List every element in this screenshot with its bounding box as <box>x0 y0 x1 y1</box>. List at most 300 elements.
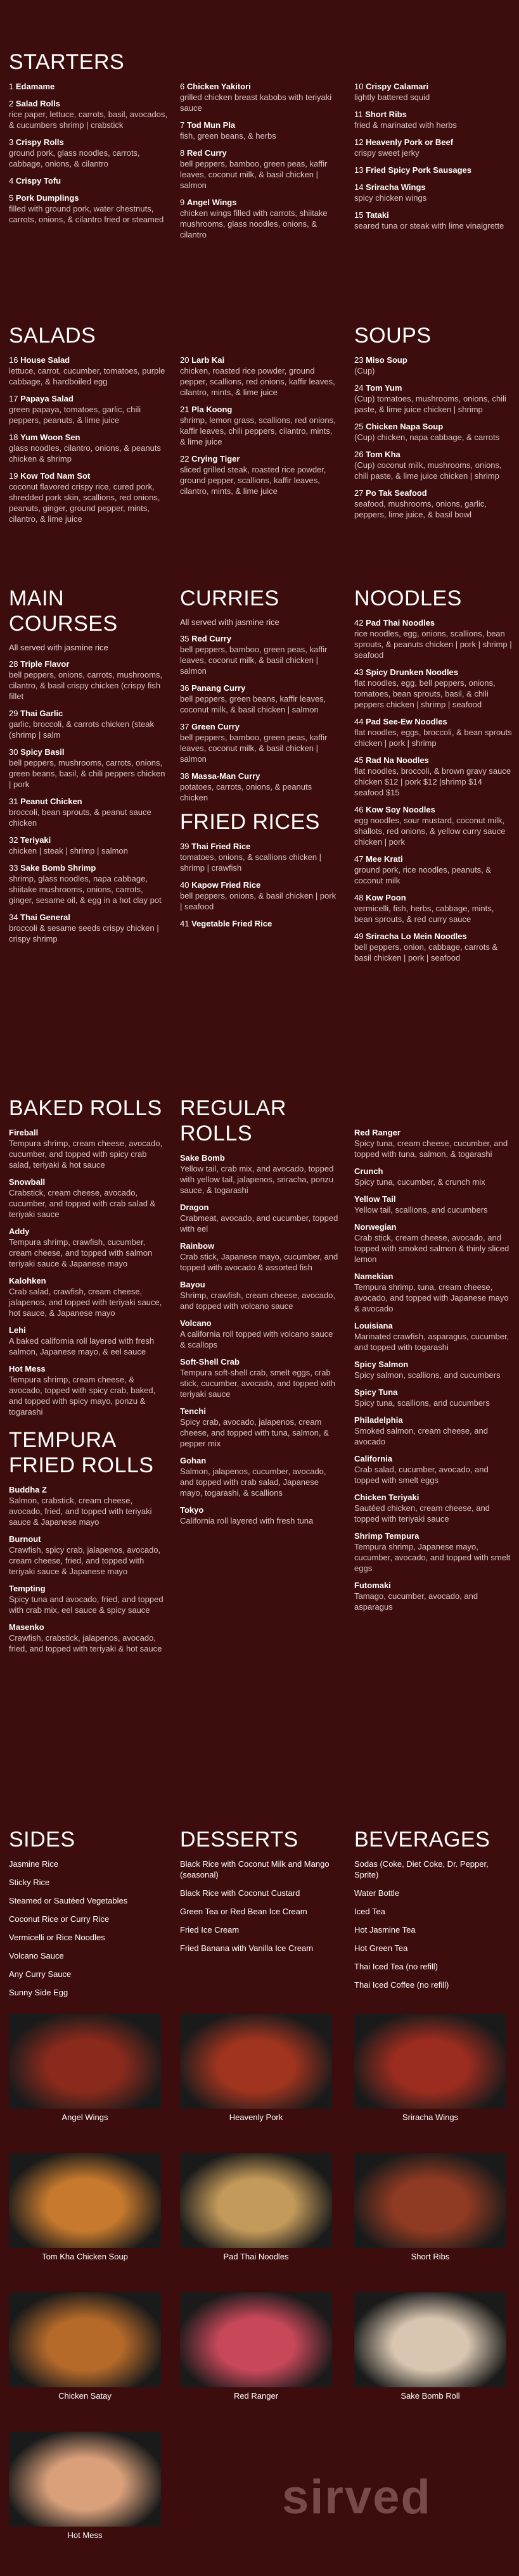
menu-item-name: Snowball <box>9 1177 46 1187</box>
menu-item-name: Angel Wings <box>186 198 237 207</box>
menu-item-description: Yellow tail, crab mix, and avocado, topped with yellow tail, jalapenos, sriracha, ponzu sauce, & togarashi <box>180 1164 334 1195</box>
menu-item <box>9 355 167 387</box>
menu-item-description: sliced grilled steak, roasted rice powder, ground pepper, scallions, kaffir leaves, cilantro, mints, & lime juice <box>180 465 326 496</box>
menu-item <box>180 1505 338 1526</box>
main-courses-list <box>9 659 167 944</box>
menu-item <box>180 355 338 398</box>
menu-item-name: Masenko <box>9 1622 44 1632</box>
food-photo[interactable] <box>354 2153 506 2261</box>
list-item: Sodas (Coke, Diet Coke, Dr. Pepper, Sprite) <box>354 1859 489 1879</box>
food-photo-image <box>354 2292 506 2387</box>
menu-item-name: Edamame <box>15 82 55 91</box>
menu-item-description: chicken wings filled with carrots, shiitake mushrooms, glass noodles, onions, & cilantro <box>180 208 328 239</box>
menu-item-name: Addy <box>9 1227 30 1236</box>
list-item: Sunny Side Egg <box>9 1988 68 1997</box>
menu-item <box>180 880 338 912</box>
menu-item-number: 28 <box>9 659 18 669</box>
menu-item-description: bell peppers, onion, cabbage, carrots & basil chicken | pork | seafood <box>354 942 498 963</box>
menu-item-number: 10 <box>354 82 364 91</box>
menu-item <box>9 796 167 828</box>
menu-item-description: egg noodles, sour mustard, coconut milk, shallots, red onions, & yellow curry sauce chicken | pork <box>354 816 506 847</box>
menu-item <box>354 182 513 203</box>
desserts-list <box>180 1859 338 1954</box>
menu-item <box>354 1531 513 1574</box>
menu-item <box>180 148 338 191</box>
menu-item-name: Norwegian <box>354 1222 397 1232</box>
menu-item <box>354 449 513 481</box>
menu-item-name: Spicy Drunken Noodles <box>366 667 459 677</box>
menu-item-number: 24 <box>354 383 364 393</box>
menu-item-description: Tempura soft-shell crab, smelt eggs, crab stick, cucumber, avocado, and topped with teriyaki sauce <box>180 1368 335 1399</box>
menu-item-name: Thai Fried Rice <box>191 842 251 851</box>
menu-item-name: Tom Yum <box>366 383 402 393</box>
salads-title: SALADS <box>9 324 96 348</box>
food-photo[interactable] <box>354 2292 506 2401</box>
menu-item <box>180 841 338 873</box>
menu-item-description: rice paper, lettuce, carrots, basil, avocados, & cucumbers shrimp | crabstick <box>9 110 168 130</box>
menu-item <box>180 918 338 929</box>
menu-item-description: filled with ground pork, water chestnuts, carrots, onions, & cilantro fried or steamed <box>9 204 164 224</box>
menu-item <box>354 1271 513 1314</box>
menu-item-name: Sake Bomb Shrimp <box>20 863 96 873</box>
starters-col-1 <box>9 81 167 231</box>
list-item: Hot Jasmine Tea <box>354 1925 416 1935</box>
menu-item-name: Shrimp Tempura <box>354 1531 420 1541</box>
menu-item <box>9 1363 167 1417</box>
sides-title: SIDES <box>9 1828 75 1852</box>
menu-item-description: (Cup) coconut milk, mushrooms, onions, chili paste, & lime juice chicken | shrimp <box>354 460 502 481</box>
menu-item-description: (Cup) chicken, napa cabbage, & carrots <box>354 432 500 442</box>
menu-item-name: Tempting <box>9 1584 46 1593</box>
list-item: Thai Iced Coffee (no refill) <box>354 1980 449 1990</box>
food-photo[interactable] <box>9 2292 161 2401</box>
main-courses-section <box>9 586 167 950</box>
menu-item-number: 15 <box>354 210 364 220</box>
menu-item <box>180 1406 338 1449</box>
food-photo[interactable] <box>9 2153 161 2261</box>
menu-item-number: 6 <box>180 82 185 91</box>
menu-item-description: bell peppers, onions, & basil chicken | pork | seafood <box>180 891 336 911</box>
food-photo[interactable] <box>180 2292 332 2401</box>
menu-item-number: 37 <box>180 722 189 731</box>
starters-col-2 <box>180 81 338 246</box>
menu-item-name: Bayou <box>180 1280 205 1289</box>
menu-item-number: 22 <box>180 454 189 464</box>
menu-item <box>354 755 513 798</box>
menu-item-description: fish, green beans, & herbs <box>180 131 276 141</box>
food-photo-caption: Angel Wings <box>61 2112 108 2122</box>
menu-item-name: Sake Bomb <box>180 1153 225 1163</box>
menu-item-number: 25 <box>354 422 364 431</box>
menu-item <box>354 804 513 847</box>
menu-item <box>180 721 338 764</box>
curries-list <box>180 633 338 803</box>
menu-item-description: Yellow tail, scallions, and cucumbers <box>354 1205 488 1215</box>
menu-item-description: Tempura shrimp, cream cheese, & avocado, topped with spicy crab, baked, and topped with spicy mayo, ponzu & togarashi <box>9 1375 156 1417</box>
menu-item <box>354 137 513 158</box>
menu-item-name: Sriracha Lo Mein Noodles <box>366 931 467 941</box>
menu-item-name: Kalohken <box>9 1276 46 1285</box>
menu-item <box>180 1455 338 1498</box>
menu-item-name: Red Curry <box>191 634 231 643</box>
salads-col-2 <box>180 355 338 503</box>
menu-item-name: Tokyo <box>180 1505 204 1515</box>
menu-item-description: Shrimp, crawfish, cream cheese, avocado, and topped with volcano sauce <box>180 1291 335 1311</box>
menu-item-number: 4 <box>9 176 14 186</box>
menu-item-number: 14 <box>354 182 364 192</box>
menu-item-name: Tom Kha <box>366 450 400 459</box>
menu-item-number: 46 <box>354 805 364 814</box>
menu-item-description: fried & marinated with herbs <box>354 120 457 130</box>
list-item: Iced Tea <box>354 1907 385 1916</box>
menu-item-name: Spicy Tuna <box>354 1387 398 1397</box>
menu-item-description: A california roll topped with volcano sauce & scallops <box>180 1329 333 1349</box>
menu-item-name: Crunch <box>354 1166 383 1176</box>
menu-item <box>354 1194 513 1215</box>
menu-item <box>9 1177 167 1220</box>
menu-item-number: 38 <box>180 771 189 781</box>
menu-item <box>9 912 167 944</box>
menu-item-number: 43 <box>354 667 364 677</box>
menu-item <box>9 193 167 225</box>
menu-item-description: flat noodles, egg, bell peppers, onions, tomatoes, bean sprouts, basil, & chili peppers chicken | shrimp | seafood <box>354 678 496 709</box>
menu-item-number: 35 <box>180 634 189 643</box>
beverages-section <box>354 1827 513 1998</box>
menu-item-name: Futomaki <box>354 1581 391 1590</box>
menu-item-number: 33 <box>9 863 18 873</box>
menu-item-description: Spicy tuna and avocado, fried, and topped with crab mix, eel sauce & spicy sauce <box>9 1594 163 1615</box>
list-item: Green Tea or Red Bean Ice Cream <box>180 1907 307 1916</box>
menu-item-name: Papaya Salad <box>20 394 74 403</box>
menu-item-name: Kow Poon <box>366 893 406 902</box>
menu-item <box>354 1415 513 1447</box>
menu-item-name: Spicy Salmon <box>354 1360 409 1369</box>
menu-item-description: Crab salad, crawfish, cream cheese, jalapenos, and topped with teriyaki sauce, hot sauce, & Japanese mayo <box>9 1287 162 1318</box>
menu-item-number: 23 <box>354 355 364 365</box>
menu-item <box>354 81 513 103</box>
food-photo-caption: Chicken Satay <box>58 2391 112 2401</box>
starters-title: STARTERS <box>9 50 125 74</box>
menu-item <box>9 1534 167 1577</box>
soups-section <box>354 323 513 526</box>
menu-item-name: Red Ranger <box>354 1128 400 1137</box>
menu-item-number: 2 <box>9 99 14 108</box>
menu-item-description: Spicy tuna, cream cheese, cucumber, and topped with tuna, salmon, & togarashi <box>354 1139 508 1159</box>
food-photo[interactable] <box>9 2432 161 2540</box>
menu-item-number: 13 <box>354 165 364 175</box>
menu-item-description: bell peppers, bamboo, green peas, kaffir leaves, coconut milk, & basil chicken | salmon <box>180 645 328 676</box>
menu-item <box>180 1241 338 1273</box>
menu-item-description: ground pork, glass noodles, carrots, cabbage, onions, & cilantro <box>9 148 140 168</box>
list-item: Sticky Rice <box>9 1878 50 1887</box>
menu-item-name: Chicken Teriyaki <box>354 1493 420 1502</box>
menu-item-name: Pad See-Ew Noodles <box>366 717 447 726</box>
menu-item-description: Tempura shrimp, cream cheese, avocado, cucumber, and topped with spicy crab salad, teriyaki & hot sauce <box>9 1139 163 1170</box>
starters-section <box>9 49 509 239</box>
menu-item-name: Buddha Z <box>9 1485 47 1494</box>
menu-item-number: 8 <box>180 148 185 158</box>
menu-item <box>354 931 513 963</box>
menu-item <box>180 453 338 496</box>
menu-item <box>9 1484 167 1527</box>
menu-item <box>354 1492 513 1524</box>
menu-item-name: Dragon <box>180 1203 209 1212</box>
menu-item-name: Larb Kai <box>191 355 225 365</box>
menu-item-name: Namekian <box>354 1272 394 1281</box>
menu-item-description: ground pork, rice noodles, peanuts, & coconut milk <box>354 865 492 885</box>
menu-item <box>354 1359 513 1380</box>
menu-item-description: A baked california roll layered with fresh salmon, Japanese mayo, & eel sauce <box>9 1336 155 1356</box>
curries-section <box>180 586 338 935</box>
baked-rolls-title: BAKED ROLLS <box>9 1096 162 1120</box>
menu-item-name: Crispy Tofu <box>15 176 61 186</box>
menu-item-description: chicken, roasted rice powder, ground pepper, scallions, red onions, kaffir leaves, cilantro, mints, & lime juice <box>180 366 335 397</box>
menu-item-name: California <box>354 1454 392 1463</box>
menu-item-name: Gohan <box>180 1456 207 1465</box>
menu-item-name: Salad Rolls <box>15 99 60 108</box>
menu-item-name: Hot Mess <box>9 1364 46 1373</box>
menu-item <box>9 1622 167 1654</box>
menu-item <box>9 862 167 906</box>
tempura-title: TEMPURA FRIED ROLLS <box>9 1428 154 1477</box>
menu-item-description: Crabmeat, avocado, and cucumber, topped with eel <box>180 1213 338 1234</box>
menu-item-name: Sriracha Wings <box>366 182 426 192</box>
menu-item <box>9 1127 167 1170</box>
menu-item-number: 42 <box>354 618 364 628</box>
menu-item-name: Short Ribs <box>365 110 407 119</box>
menu-item-description: grilled chicken breast kabobs with teriyaki sauce <box>180 92 332 113</box>
beverages-title: BEVERAGES <box>354 1828 490 1852</box>
menu-item-description: broccoli & sesame seeds crispy chicken | crispy shrimp <box>9 923 159 944</box>
regular-rolls-title: REGULAR ROLLS <box>180 1096 286 1146</box>
menu-item-name: Miso Soup <box>366 355 407 365</box>
curries-title: CURRIES <box>180 586 279 610</box>
menu-item-number: 44 <box>354 717 364 726</box>
regular-rolls-col-1 <box>180 1152 338 1526</box>
menu-item-name: Burnout <box>9 1534 41 1544</box>
menu-item-number: 16 <box>9 355 18 365</box>
menu-item <box>180 771 338 803</box>
menu-item-number: 47 <box>354 854 364 864</box>
menu-item-description: Spicy tuna, cucumber, & crunch mix <box>354 1177 485 1187</box>
menu-item-name: Louisiana <box>354 1321 393 1330</box>
menu-item <box>180 1279 338 1311</box>
food-photo-image <box>354 2153 506 2248</box>
food-photo-image <box>9 2292 161 2387</box>
desserts-title: DESSERTS <box>180 1828 298 1852</box>
list-item: Any Curry Sauce <box>9 1969 72 1979</box>
menu-item-name: Thai General <box>20 912 70 922</box>
menu-item <box>9 747 167 790</box>
menu-item-name: Tataki <box>366 210 389 220</box>
menu-item <box>180 1318 338 1350</box>
menu-item-number: 48 <box>354 893 364 902</box>
menu-item-description: Crab stick, cream cheese, avocado, and topped with smoked salmon & thinly sliced lemon <box>354 1233 509 1264</box>
list-item: Thai Iced Tea (no refill) <box>354 1962 438 1971</box>
menu-item <box>9 835 167 856</box>
menu-item-name: Chicken Napa Soup <box>366 422 444 431</box>
food-photo[interactable] <box>180 2014 332 2122</box>
list-item: Hot Green Tea <box>354 1943 408 1953</box>
menu-item-number: 1 <box>9 82 14 91</box>
menu-item-description: vermicelli, fish, herbs, cabbage, mints, bean sprouts, & red curry sauce <box>354 904 494 924</box>
starters-col-3 <box>354 81 513 237</box>
salads-col-1 <box>9 355 167 531</box>
menu-item-description: garlic, broccoli, & carrots chicken (steak (shrimp | salm <box>9 719 155 740</box>
menu-item <box>9 708 167 740</box>
food-photo-caption: Sake Bomb Roll <box>400 2391 460 2401</box>
menu-item <box>180 1152 338 1196</box>
list-item: Black Rice with Coconut Custard <box>180 1888 300 1898</box>
menu-item <box>9 1226 167 1269</box>
baked-rolls-section <box>9 1095 167 1660</box>
food-photo-image <box>180 2014 332 2109</box>
menu-item-description: spicy chicken wings <box>354 193 427 203</box>
menu-item-description: seafood, mushrooms, onions, garlic, peppers, lime juice, & basil bowl <box>354 499 487 519</box>
menu-item-name: Teriyaki <box>20 835 51 845</box>
sides-list <box>9 1859 167 1998</box>
fried-rices-list <box>180 841 338 929</box>
beverages-list <box>354 1859 513 1990</box>
menu-item-name: Fireball <box>9 1128 39 1137</box>
menu-item-description: Smoked salmon, cream cheese, and avocado <box>354 1426 488 1446</box>
menu-item-name: Peanut Chicken <box>20 797 82 806</box>
menu-item-description: Tempura shrimp, Japanese mayo, cucumber, avocado, and topped with smelt eggs <box>354 1542 511 1573</box>
menu-item-description: bell peppers, onions, carrots, mushrooms, cilantro, & basil crispy chicken (crispy fish fillet <box>9 670 163 701</box>
noodles-section <box>354 586 513 969</box>
menu-item <box>180 1202 338 1234</box>
menu-item-description: shrimp, glass noodles, napa cabbage, shiitake mushrooms, onions, carrots, ginger, sesame oil, & egg in a hot clay pot <box>9 874 162 905</box>
food-photo-image <box>9 2432 161 2527</box>
fried-rices-title: FRIED RICES <box>180 810 320 834</box>
food-photo-image <box>9 2153 161 2248</box>
food-photo[interactable] <box>354 2014 506 2122</box>
menu-item-name: Vegetable Fried Rice <box>191 919 272 928</box>
desserts-section <box>180 1827 338 1961</box>
menu-item-number: 26 <box>354 450 364 459</box>
menu-item <box>354 488 513 520</box>
menu-item-description: Spicy tuna, scallions, and cucumbers <box>354 1398 490 1408</box>
menu-item-description: Crawfish, crabstick, jalapenos, avocado, fried, and topped with teriyaki & hot sauce <box>9 1633 162 1653</box>
menu-item-number: 32 <box>9 835 18 845</box>
list-item: Jasmine Rice <box>9 1859 59 1869</box>
menu-item-description: flat noodles, eggs, broccoli, & bean sprouts chicken | pork | shrimp <box>354 728 512 748</box>
regular-rolls-section <box>180 1095 338 1532</box>
menu-item-number: 30 <box>9 747 18 757</box>
menu-item-number: 36 <box>180 683 189 693</box>
menu-item-number: 41 <box>180 919 189 928</box>
menu-item-description: bell peppers, bamboo, green peas, kaffir leaves, coconut milk, & basil chicken | salmon <box>180 733 328 764</box>
food-photo-image <box>180 2292 332 2387</box>
menu-item-number: 27 <box>354 488 364 498</box>
menu-item-name: Mee Krati <box>366 854 403 864</box>
menu-item <box>354 1166 513 1187</box>
menu-item-name: Pork Dumplings <box>15 193 79 203</box>
menu-item <box>354 165 513 175</box>
menu-item-name: Chicken Yakitori <box>186 82 251 91</box>
menu-item <box>354 382 513 415</box>
menu-item-description: Salmon, crabstick, cream cheese, avocado, fried, and topped with teriyaki sauce & Japanese mayo <box>9 1496 152 1527</box>
menu-item <box>9 98 167 130</box>
menu-item-name: Volcano <box>180 1318 212 1328</box>
menu-item-name: Crying Tiger <box>191 454 240 464</box>
menu-item-name: Triple Flavor <box>20 659 70 669</box>
menu-item <box>354 1453 513 1486</box>
food-photo-image <box>180 2153 332 2248</box>
menu-item-description: Spicy salmon, scallions, and cucumbers <box>354 1370 501 1380</box>
menu-item-description: Sautéed chicken, cream cheese, and topped with teriyaki sauce <box>354 1503 490 1524</box>
menu-item <box>180 683 338 715</box>
menu-item-description: coconut flavored crispy rice, cured pork, shredded pork skin, scallions, red onions, peanuts, ginger, ground pepper, mints, cilantro, & lime juice <box>9 482 160 524</box>
menu-item <box>354 1580 513 1612</box>
menu-item <box>180 197 338 240</box>
list-item: Volcano Sauce <box>9 1951 64 1960</box>
menu-item-name: Green Curry <box>191 722 240 731</box>
menu-item <box>354 854 513 886</box>
menu-item <box>9 1275 167 1318</box>
menu-item <box>180 81 338 113</box>
menu-item <box>9 81 167 92</box>
menu-item-name: Massa-Man Curry <box>191 771 260 781</box>
menu-item <box>354 617 513 660</box>
menu-item-description: (Cup) tomatoes, mushrooms, onions, chili paste, & lime juice chicken | shrimp <box>354 394 506 414</box>
menu-item <box>354 421 513 443</box>
menu-item <box>180 633 338 676</box>
soups-title: SOUPS <box>354 324 432 348</box>
menu-item <box>9 1583 167 1615</box>
menu-item-description: California roll layered with fresh tuna <box>180 1516 314 1525</box>
menu-item-description: seared tuna or steak with lime vinaigrette <box>354 221 504 230</box>
main-courses-sub: All served with jasmine rice <box>9 643 108 652</box>
food-photo-caption: Hot Mess <box>67 2530 103 2540</box>
menu-item <box>9 470 167 524</box>
menu-item-description: lettuce, carrot, cucumber, tomatoes, purple cabbage, & hardboiled egg <box>9 366 165 386</box>
menu-item-name: Philadelphia <box>354 1415 403 1425</box>
food-photo-image <box>9 2014 161 2109</box>
menu-item-description: Marinated crawfish, asparagus, cucumber, and topped with togarashi <box>354 1332 509 1352</box>
menu-item-name: Thai Garlic <box>20 709 63 718</box>
menu-item-name: Tenchi <box>180 1406 206 1416</box>
menu-item-description: rice noodles, egg, onions, scallions, bean sprouts, & peanuts chicken | pork | shrimp | seafood <box>354 629 512 660</box>
menu-item-name: Kapow Fried Rice <box>191 880 261 890</box>
list-item: Coconut Rice or Curry Rice <box>9 1914 110 1924</box>
food-photo[interactable] <box>180 2153 332 2261</box>
menu-item-name: House Salad <box>20 355 70 365</box>
menu-item-name: Heavenly Pork or Beef <box>366 137 454 147</box>
food-photo[interactable] <box>9 2014 161 2122</box>
menu-item <box>9 659 167 702</box>
menu-item-description: Crab stick, Japanese mayo, cucumber, and topped with avocado & assorted fish <box>180 1252 338 1272</box>
menu-item-number: 9 <box>180 198 185 207</box>
menu-item-number: 45 <box>354 755 364 765</box>
regular-rolls-col-2 <box>354 1127 513 1612</box>
menu-item-description: bell peppers, bamboo, green peas, kaffir leaves, coconut milk, & basil chicken | salmon <box>180 159 328 190</box>
soups-list <box>354 355 513 520</box>
menu-item <box>9 137 167 169</box>
menu-item <box>354 1222 513 1265</box>
menu-item-name: Fried Spicy Pork Sausages <box>366 165 471 175</box>
list-item: Black Rice with Coconut Milk and Mango (seasonal) <box>180 1859 330 1879</box>
list-item: Fried Banana with Vanilla Ice Cream <box>180 1943 314 1953</box>
menu-item-description: green papaya, tomatoes, garlic, chili peppers, peanuts, & lime juice <box>9 405 141 425</box>
menu-item-name: Yum Woon Sen <box>20 432 80 442</box>
menu-item <box>9 432 167 464</box>
menu-item-name: Rainbow <box>180 1241 215 1251</box>
menu-item-name: Tod Mun Pla <box>186 120 236 130</box>
menu-item-number: 17 <box>9 394 18 403</box>
menu-item <box>354 109 513 130</box>
menu-item-name: Crispy Rolls <box>15 137 64 147</box>
